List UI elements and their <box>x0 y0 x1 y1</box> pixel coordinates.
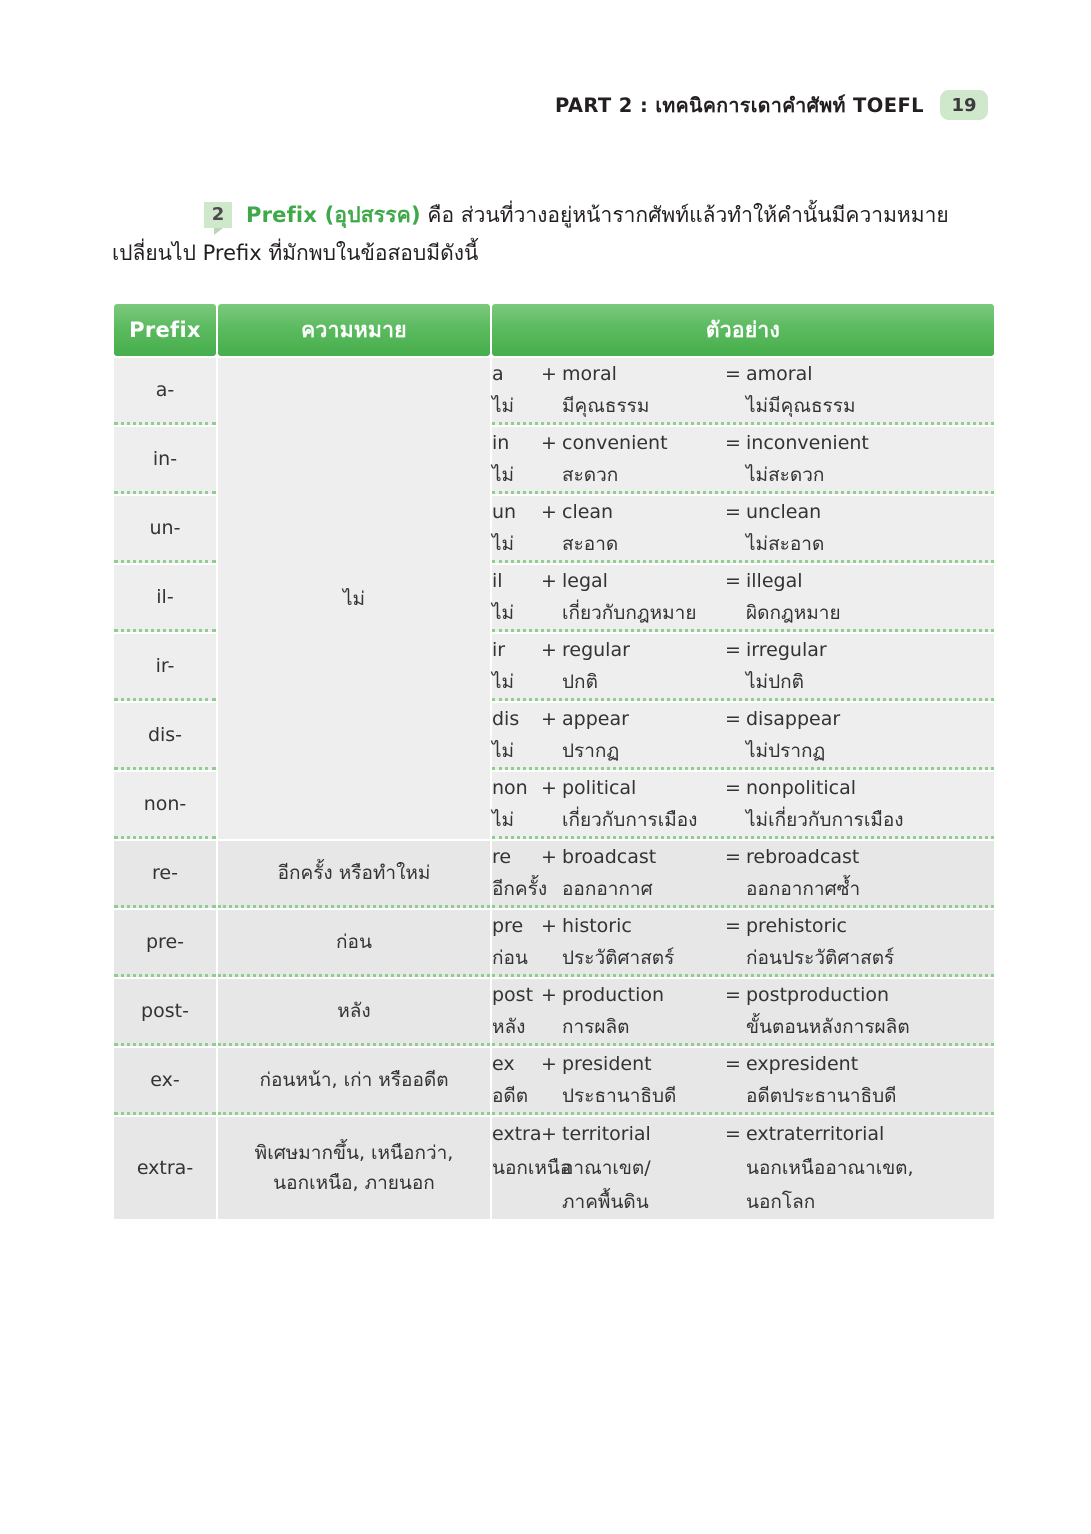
cell-example <box>492 565 994 632</box>
thai-root-gloss: สะอาด <box>562 533 619 555</box>
example-root-part: president <box>562 1053 652 1075</box>
thai-result-gloss: นอกเหนืออาณาเขต, <box>746 1157 914 1179</box>
example-root-part: production <box>562 984 665 1006</box>
intro-body-text: คือ ส่วนที่วางอยู่หน้ารากศัพท์แล้วทำให้คำนั้นมีความหมายเปลี่ยนไป Prefix ที่มักพบในข้อสอบมีดังนี้ <box>112 203 949 265</box>
cell-prefix: non- <box>114 772 216 839</box>
thai-root-gloss: เกี่ยวกับกฎหมาย <box>562 602 697 624</box>
cell-prefix: re- <box>114 841 216 908</box>
thai-prefix-gloss: ไม่ <box>492 395 515 417</box>
example-root-part: appear <box>562 708 629 730</box>
table-header-row <box>114 304 994 356</box>
thai-root-gloss: ประธานาธิบดี <box>562 1085 677 1107</box>
example-prefix-part: in <box>492 432 510 454</box>
equals-sign: = <box>725 777 741 799</box>
plus-sign: + <box>541 708 557 730</box>
cell-example <box>492 772 994 839</box>
example-prefix-part: un <box>492 501 517 523</box>
thai-prefix-gloss: ไม่ <box>492 602 515 624</box>
example-prefix-part: pre <box>492 915 524 937</box>
intro-paragraph <box>112 196 992 272</box>
equals-sign: = <box>725 363 741 385</box>
equals-sign: = <box>725 639 741 661</box>
cell-meaning: ก่อนหน้า, เก่า หรืออดีต <box>218 1048 490 1115</box>
cell-example <box>492 1117 994 1219</box>
thai-root-gloss: มีคุณธรรม <box>562 395 650 417</box>
thai-result-gloss: อดีตประธานาธิบดี <box>746 1085 897 1107</box>
plus-sign: + <box>541 363 557 385</box>
thai-root-gloss: เกี่ยวกับการเมือง <box>562 809 698 831</box>
thai-prefix-gloss: ไม่ <box>492 809 515 831</box>
intro-heading: Prefix (อุปสรรค) <box>246 203 421 227</box>
column-header-example: ตัวอย่าง <box>492 304 994 356</box>
equals-sign: = <box>725 984 741 1006</box>
cell-meaning: หลัง <box>218 979 490 1046</box>
thai-prefix-gloss: ไม่ <box>492 533 515 555</box>
cell-example <box>492 979 994 1046</box>
cell-prefix: ex- <box>114 1048 216 1115</box>
thai-result-gloss: ไม่สะดวก <box>746 464 825 486</box>
cell-example <box>492 1048 994 1115</box>
table-body <box>114 358 994 1219</box>
plus-sign: + <box>541 1123 557 1145</box>
column-header-meaning: ความหมาย <box>218 304 490 356</box>
table-row <box>114 910 994 977</box>
example-result: illegal <box>746 570 803 592</box>
thai-root-gloss: ออกอากาศ <box>562 878 653 900</box>
cell-example <box>492 496 994 563</box>
equals-sign: = <box>725 846 741 868</box>
plus-sign: + <box>541 846 557 868</box>
cell-meaning <box>218 1117 490 1219</box>
cell-prefix: a- <box>114 358 216 425</box>
example-root-part: clean <box>562 501 614 523</box>
example-result: irregular <box>746 639 827 661</box>
table-row <box>114 1117 994 1219</box>
example-prefix-part: ir <box>492 639 506 661</box>
thai-result-gloss: ออกอากาศซ้ำ <box>746 878 861 900</box>
thai-prefix-gloss: อดีต <box>492 1085 529 1107</box>
thai-result-gloss: ไม่เกี่ยวกับการเมือง <box>746 809 904 831</box>
cell-meaning: ไม่ <box>218 358 490 839</box>
page-number-badge: 19 <box>940 90 988 120</box>
thai-prefix-gloss: อีกครั้ง <box>492 878 548 900</box>
thai-result-gloss: ผิดกฎหมาย <box>746 602 841 624</box>
cell-prefix: pre- <box>114 910 216 977</box>
column-header-prefix: Prefix <box>114 304 216 356</box>
cell-example <box>492 910 994 977</box>
plus-sign: + <box>541 570 557 592</box>
example-result: extraterritorial <box>746 1123 885 1145</box>
thai-result-gloss: ก่อนประวัติศาสตร์ <box>746 947 895 969</box>
thai-root-gloss: ปกติ <box>562 671 598 693</box>
example-prefix-part: ex <box>492 1053 515 1075</box>
example-root-part: moral <box>562 363 617 385</box>
cell-example <box>492 634 994 701</box>
thai-prefix-gloss: ก่อน <box>492 947 528 969</box>
example-root-part: political <box>562 777 637 799</box>
thai-root-gloss: ปรากฏ <box>562 740 620 762</box>
thai-result-gloss: ไม่มีคุณธรรม <box>746 395 856 417</box>
cell-meaning-line-1: พิเศษมากขึ้น, เหนือกว่า, <box>254 1142 454 1164</box>
thai-root-gloss: การผลิต <box>562 1016 630 1038</box>
thai-result-gloss-cont: นอกโลก <box>746 1191 816 1213</box>
cell-example <box>492 427 994 494</box>
thai-prefix-gloss: หลัง <box>492 1016 526 1038</box>
example-result: inconvenient <box>746 432 869 454</box>
equals-sign: = <box>725 1123 741 1145</box>
cell-prefix: extra- <box>114 1117 216 1219</box>
example-result: nonpolitical <box>746 777 857 799</box>
cell-meaning: ก่อน <box>218 910 490 977</box>
equals-sign: = <box>725 432 741 454</box>
equals-sign: = <box>725 1053 741 1075</box>
example-prefix-part: post <box>492 984 534 1006</box>
thai-prefix-gloss: นอกเหนือ <box>492 1157 572 1179</box>
thai-result-gloss: ไม่ปกติ <box>746 671 804 693</box>
page-running-header <box>0 88 1091 122</box>
example-prefix-part: a <box>492 363 504 385</box>
equals-sign: = <box>725 915 741 937</box>
example-result: postproduction <box>746 984 890 1006</box>
example-result: unclean <box>746 501 822 523</box>
plus-sign: + <box>541 777 557 799</box>
plus-sign: + <box>541 639 557 661</box>
thai-root-gloss: อาณาเขต/ <box>562 1157 651 1179</box>
example-result: amoral <box>746 363 813 385</box>
plus-sign: + <box>541 915 557 937</box>
example-prefix-part: non <box>492 777 528 799</box>
example-root-part: regular <box>562 639 630 661</box>
cell-prefix: post- <box>114 979 216 1046</box>
cell-example <box>492 841 994 908</box>
equals-sign: = <box>725 708 741 730</box>
example-root-part: territorial <box>562 1123 651 1145</box>
example-result: expresident <box>746 1053 859 1075</box>
page-title: PART 2 : เทคนิคการเดาคำศัพท์ TOEFL <box>554 93 924 117</box>
equals-sign: = <box>725 501 741 523</box>
section-number-marker: 2 <box>204 202 232 228</box>
cell-meaning: อีกครั้ง หรือทำใหม่ <box>218 841 490 908</box>
example-root-part: broadcast <box>562 846 657 868</box>
example-root-part: convenient <box>562 432 668 454</box>
cell-prefix: ir- <box>114 634 216 701</box>
cell-meaning-line-2: นอกเหนือ, ภายนอก <box>273 1172 435 1194</box>
plus-sign: + <box>541 501 557 523</box>
example-result: disappear <box>746 708 841 730</box>
thai-result-gloss: ไม่สะอาด <box>746 533 825 555</box>
example-result: rebroadcast <box>746 846 860 868</box>
table-row <box>114 841 994 908</box>
thai-result-gloss: ขั้นตอนหลังการผลิต <box>746 1016 910 1038</box>
table-row <box>114 1048 994 1115</box>
example-prefix-part: dis <box>492 708 520 730</box>
cell-prefix: un- <box>114 496 216 563</box>
example-result: prehistoric <box>746 915 847 937</box>
example-root-part: historic <box>562 915 632 937</box>
plus-sign: + <box>541 432 557 454</box>
example-prefix-part: extra <box>492 1123 542 1145</box>
equals-sign: = <box>725 570 741 592</box>
cell-prefix: il- <box>114 565 216 632</box>
example-root-part: legal <box>562 570 608 592</box>
cell-prefix: dis- <box>114 703 216 770</box>
thai-prefix-gloss: ไม่ <box>492 671 515 693</box>
table-row <box>114 979 994 1046</box>
thai-prefix-gloss: ไม่ <box>492 740 515 762</box>
thai-prefix-gloss: ไม่ <box>492 464 515 486</box>
example-prefix-part: il <box>492 570 503 592</box>
prefix-table <box>112 302 996 1221</box>
plus-sign: + <box>541 984 557 1006</box>
thai-result-gloss: ไม่ปรากฏ <box>746 740 826 762</box>
cell-example <box>492 358 994 425</box>
example-prefix-part: re <box>492 846 512 868</box>
plus-sign: + <box>541 1053 557 1075</box>
thai-root-gloss: สะดวก <box>562 464 619 486</box>
thai-root-gloss-cont: ภาคพื้นดิน <box>562 1191 649 1213</box>
cell-prefix: in- <box>114 427 216 494</box>
cell-example <box>492 703 994 770</box>
thai-root-gloss: ประวัติศาสตร์ <box>562 947 675 969</box>
table-row <box>114 358 994 425</box>
